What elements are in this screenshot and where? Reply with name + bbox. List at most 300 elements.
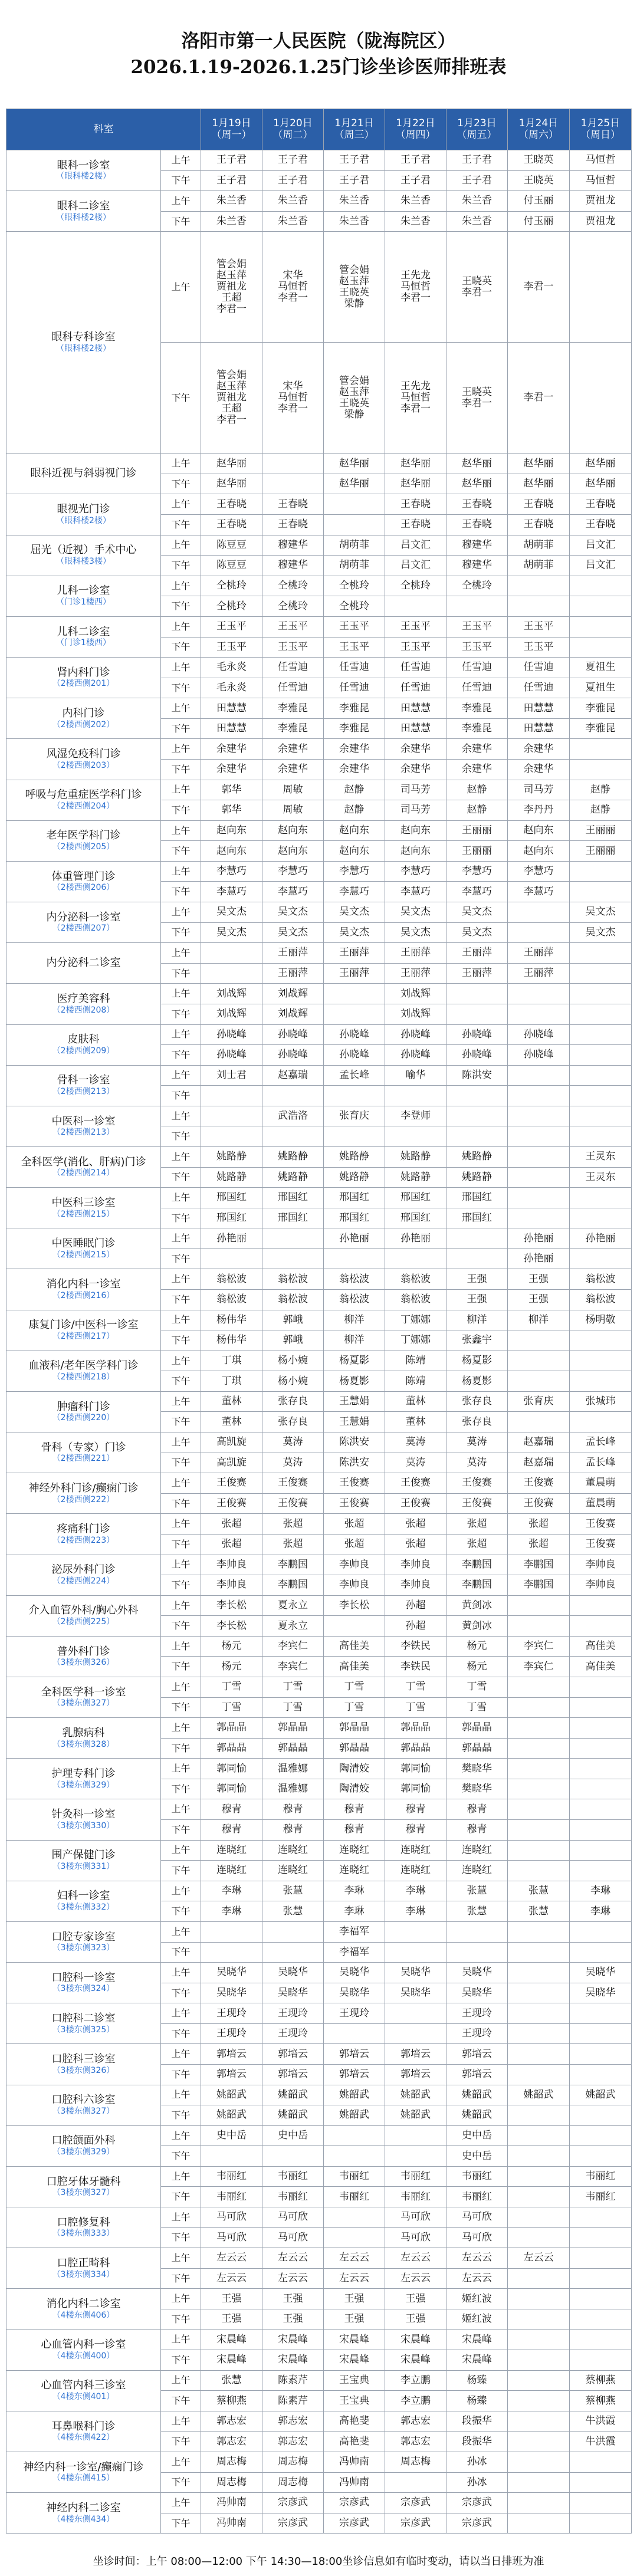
doctor-names: 宗彦武	[278, 2496, 308, 2509]
table-row	[6, 576, 632, 596]
doctor-cell	[385, 1861, 446, 1881]
doctor-cell	[201, 1493, 262, 1514]
doctor-cell	[508, 1351, 570, 1371]
doctor-names: 吴文杰	[462, 906, 492, 918]
department-name: 全科医学(消化、肝病)门诊	[21, 1155, 146, 1168]
table-row	[6, 494, 632, 515]
doctor-names: 翁松波	[278, 1293, 308, 1306]
doctor-cell	[201, 1555, 262, 1575]
doctor-cell	[446, 2187, 508, 2207]
doctor-names: 蔡柳燕	[585, 2374, 616, 2386]
doctor-names: 左云云	[339, 2272, 369, 2285]
doctor-cell	[262, 1738, 324, 1759]
doctor-names: 左云云	[216, 2272, 247, 2285]
doctor-cell	[508, 1004, 570, 1024]
doctor-cell	[201, 232, 262, 343]
period-afternoon: 下午	[161, 841, 201, 862]
department-name: 口腔科六诊室	[51, 2094, 116, 2107]
doctor-cell	[201, 984, 262, 1004]
doctor-cell	[324, 1065, 385, 1086]
doctor-names: 丁娜娜	[400, 1313, 431, 1326]
doctor-names: 郭志宏	[278, 2435, 308, 2447]
doctor-names: 王春晓	[585, 498, 616, 510]
doctor-names: 张超	[344, 1538, 365, 1550]
doctor-cell	[324, 1208, 385, 1228]
doctor-cell	[446, 1963, 508, 1983]
doctor-names: 韦丽红	[278, 2190, 308, 2203]
period-morning: 上午	[161, 1024, 201, 1045]
department-cell	[6, 739, 161, 780]
doctor-names: 张超	[221, 1538, 242, 1550]
doctor-cell	[385, 515, 446, 535]
doctor-names: 丁雪	[283, 1681, 303, 1693]
doctor-names: 杨元	[221, 1640, 242, 1652]
doctor-cell	[570, 1412, 632, 1432]
doctor-cell	[324, 1126, 385, 1147]
doctor-names: 姬红波	[462, 2292, 492, 2305]
department-cell	[6, 2329, 161, 2370]
doctor-cell	[446, 882, 508, 902]
doctor-names: 王先龙 马恒哲 李君一	[400, 380, 431, 415]
doctor-cell	[446, 535, 508, 556]
doctor-cell	[570, 2268, 632, 2289]
doctor-cell	[201, 2125, 262, 2146]
doctor-cell	[385, 1779, 446, 1799]
doctor-names: 毛永炎	[216, 661, 247, 673]
doctor-names: 李铁民	[400, 1640, 431, 1652]
doctor-cell	[508, 2125, 570, 2146]
doctor-cell	[446, 2370, 508, 2391]
doctor-cell	[385, 800, 446, 821]
doctor-names: 丁雪	[405, 1701, 426, 1713]
doctor-cell	[324, 1228, 385, 1249]
doctor-names: 吴文杰	[339, 926, 369, 938]
doctor-names: 王子君	[400, 154, 431, 166]
doctor-cell	[570, 2329, 632, 2350]
doctor-names: 李慧巧	[400, 885, 431, 898]
doctor-cell	[201, 1065, 262, 1086]
doctor-cell	[508, 1269, 570, 1290]
doctor-names: 郭晶晶	[400, 1721, 431, 1734]
doctor-names: 赵嘉瑞	[523, 1436, 554, 1448]
doctor-names: 周志梅	[216, 2456, 247, 2468]
doctor-cell	[508, 616, 570, 637]
period-morning: 上午	[161, 1840, 201, 1861]
doctor-cell	[201, 1820, 262, 1841]
doctor-cell	[262, 2391, 324, 2411]
doctor-cell	[446, 820, 508, 841]
doctor-names: 孙晓峰	[462, 1028, 492, 1040]
department-location: （3楼东侧323）	[52, 1943, 115, 1953]
doctor-names: 吴晓华	[216, 1986, 247, 1999]
doctor-names: 吕文汇	[400, 559, 431, 571]
doctor-names: 王丽萍	[400, 967, 431, 980]
doctor-cell	[446, 1493, 508, 1514]
doctor-names: 赵华丽	[339, 457, 369, 469]
doctor-names: 蔡柳燕	[585, 2394, 616, 2407]
doctor-cell	[201, 922, 262, 943]
doctor-cell	[201, 616, 262, 637]
doctor-names: 姚韶武	[462, 2109, 492, 2121]
doctor-cell	[508, 150, 570, 171]
doctor-cell	[262, 882, 324, 902]
period-afternoon: 下午	[161, 2350, 201, 2371]
doctor-names: 仝桃玲	[339, 600, 369, 612]
doctor-names: 赵嘉瑞	[278, 1069, 308, 1081]
doctor-cell	[262, 2289, 324, 2309]
doctor-names: 王丽萍	[462, 967, 492, 980]
doctor-cell	[508, 1453, 570, 1473]
period-morning: 上午	[161, 2452, 201, 2472]
doctor-names: 陈素芹	[278, 2374, 308, 2386]
doctor-cell	[324, 739, 385, 760]
doctor-names: 朱兰香	[400, 215, 431, 227]
doctor-cell	[201, 1697, 262, 1718]
table-row	[6, 2248, 632, 2269]
doctor-names: 孙晓峰	[462, 1049, 492, 1061]
doctor-cell	[570, 678, 632, 698]
department-name: 全科医学科一诊室	[41, 1685, 126, 1698]
doctor-cell	[570, 2003, 632, 2024]
period-afternoon: 下午	[161, 1983, 201, 2003]
doctor-names: 王晓英 李君一	[462, 386, 492, 409]
doctor-names: 余建华	[278, 763, 308, 776]
doctor-names: 穆青	[283, 1803, 303, 1815]
doctor-names: 王春晓	[278, 498, 308, 510]
doctor-cell	[570, 1146, 632, 1167]
doctor-cell	[262, 2207, 324, 2228]
doctor-cell	[508, 2391, 570, 2411]
doctor-cell	[262, 2452, 324, 2472]
doctor-cell	[570, 658, 632, 678]
doctor-names: 王玉平	[462, 620, 492, 633]
doctor-cell	[201, 556, 262, 576]
header-date: 1月25日	[580, 117, 620, 130]
doctor-names: 穆青	[283, 1823, 303, 1836]
period-afternoon: 下午	[161, 1861, 201, 1881]
doctor-names: 郭晶晶	[339, 1721, 369, 1734]
doctor-cell	[324, 902, 385, 923]
doctor-names: 赵华丽	[339, 478, 369, 490]
doctor-cell	[446, 191, 508, 212]
doctor-names: 李雅昆	[339, 722, 369, 735]
period-afternoon: 下午	[161, 1453, 201, 1473]
period-morning: 上午	[161, 616, 201, 637]
doctor-names: 李帅良	[400, 1558, 431, 1570]
doctor-names: 高艳斐	[339, 2415, 369, 2427]
doctor-names: 孙艳丽	[523, 1253, 554, 1265]
doctor-cell	[324, 678, 385, 698]
doctor-names: 韦丽红	[339, 2190, 369, 2203]
table-row	[6, 1881, 632, 1901]
doctor-cell	[262, 943, 324, 964]
doctor-names: 陶清姣	[339, 1783, 369, 1795]
doctor-cell	[324, 1595, 385, 1616]
doctor-cell	[570, 1534, 632, 1555]
department-location: （4楼东侧415）	[52, 2473, 115, 2483]
doctor-cell	[570, 1188, 632, 1208]
doctor-cell	[201, 2452, 262, 2472]
doctor-names: 司马芳	[400, 783, 431, 796]
doctor-cell	[201, 902, 262, 923]
doctor-cell	[262, 2003, 324, 2024]
doctor-cell	[508, 1473, 570, 1494]
doctor-cell	[262, 1921, 324, 1942]
doctor-cell	[201, 882, 262, 902]
doctor-names: 王春晓	[216, 518, 247, 531]
doctor-cell	[446, 1106, 508, 1126]
doctor-names: 翁松波	[400, 1293, 431, 1306]
doctor-names: 冯帅南	[216, 2496, 247, 2509]
doctor-cell	[385, 1473, 446, 1494]
doctor-names: 宋晨峰	[339, 2354, 369, 2366]
doctor-names: 李鹏国	[462, 1579, 492, 1591]
doctor-cell	[201, 1799, 262, 1820]
doctor-cell	[570, 1228, 632, 1249]
doctor-names: 朱兰香	[462, 195, 492, 207]
doctor-names: 宋晨峰	[462, 2354, 492, 2366]
period-afternoon: 下午	[161, 2432, 201, 2452]
doctor-cell	[508, 800, 570, 821]
doctor-cell	[446, 2207, 508, 2228]
doctor-names: 王春晓	[216, 498, 247, 510]
period-afternoon: 下午	[161, 2309, 201, 2329]
doctor-cell	[262, 841, 324, 862]
doctor-names: 李君一	[523, 281, 554, 293]
doctor-names: 连晓红	[216, 1864, 247, 1877]
doctor-names: 吴文杰	[400, 906, 431, 918]
period-afternoon: 下午	[161, 556, 201, 576]
department-location: （2楼西侧204）	[52, 801, 115, 811]
doctor-cell	[446, 658, 508, 678]
department-name: 神经外科门诊/癫痫门诊	[28, 1481, 139, 1494]
doctor-names: 孙艳丽	[523, 1232, 554, 1244]
doctor-cell	[508, 2146, 570, 2167]
doctor-cell	[262, 1779, 324, 1799]
doctor-cell	[201, 2513, 262, 2534]
period-morning: 上午	[161, 454, 201, 474]
doctor-cell	[385, 1310, 446, 1330]
doctor-cell	[508, 1861, 570, 1881]
doctor-names: 马可欣	[462, 2231, 492, 2243]
header-day	[262, 109, 324, 150]
doctor-cell	[385, 2064, 446, 2085]
doctor-cell	[324, 1248, 385, 1269]
doctor-cell	[385, 2187, 446, 2207]
doctor-cell	[446, 698, 508, 719]
doctor-cell	[385, 1759, 446, 1779]
doctor-names: 柳洋	[344, 1313, 365, 1326]
department-cell	[6, 1677, 161, 1718]
doctor-cell	[201, 1779, 262, 1799]
doctor-cell	[385, 2166, 446, 2187]
doctor-cell	[508, 556, 570, 576]
period-afternoon: 下午	[161, 1412, 201, 1432]
doctor-names: 穆建华	[462, 538, 492, 551]
doctor-names: 夏祖生	[585, 661, 616, 673]
doctor-cell	[324, 861, 385, 882]
doctor-cell	[324, 780, 385, 800]
doctor-cell	[324, 2309, 385, 2329]
doctor-cell	[570, 1004, 632, 1024]
doctor-cell	[508, 1106, 570, 1126]
department-cell	[6, 698, 161, 739]
doctor-cell	[201, 1921, 262, 1942]
doctor-names: 韦丽红	[278, 2170, 308, 2183]
department-cell	[6, 1718, 161, 1759]
doctor-names: 韦丽红	[585, 2170, 616, 2183]
doctor-names: 毛永炎	[216, 681, 247, 694]
doctor-cell	[570, 1330, 632, 1351]
table-row	[6, 902, 632, 923]
doctor-names: 管会娟 赵玉萍 王晓英 梁静	[339, 264, 369, 310]
doctor-names: 孙晓峰	[278, 1028, 308, 1040]
doctor-cell	[201, 1228, 262, 1249]
doctor-cell	[446, 1657, 508, 1677]
doctor-cell	[385, 1963, 446, 1983]
doctor-cell	[324, 454, 385, 474]
doctor-cell	[446, 232, 508, 343]
department-cell	[6, 1881, 161, 1921]
doctor-names: 仝桃玲	[278, 580, 308, 592]
doctor-cell	[385, 1146, 446, 1167]
period-afternoon: 下午	[161, 922, 201, 943]
doctor-cell	[385, 1555, 446, 1575]
doctor-cell	[446, 343, 508, 454]
doctor-names: 李登师	[400, 1110, 431, 1122]
doctor-cell	[324, 515, 385, 535]
department-cell	[6, 1432, 161, 1473]
doctor-names: 李慧巧	[523, 885, 554, 898]
doctor-cell	[508, 2309, 570, 2329]
doctor-cell	[262, 1330, 324, 1351]
doctor-cell	[385, 1942, 446, 1963]
doctor-cell	[446, 2432, 508, 2452]
period-afternoon: 下午	[161, 211, 201, 232]
department-name: 血液科/老年医学科门诊	[28, 1359, 139, 1372]
doctor-names: 姚韶武	[278, 2088, 308, 2101]
doctor-cell	[508, 1921, 570, 1942]
department-location: （3楼东侧324）	[52, 1984, 115, 1994]
doctor-names: 高佳美	[339, 1660, 369, 1673]
department-name: 乳腺病科	[62, 1726, 105, 1739]
doctor-names: 王强	[283, 2292, 303, 2305]
department-cell	[6, 1473, 161, 1514]
doctor-cell	[508, 1493, 570, 1514]
doctor-names: 连晓红	[400, 1844, 431, 1856]
doctor-names: 仝桃玲	[216, 580, 247, 592]
doctor-names: 宗彦武	[462, 2496, 492, 2509]
doctor-names: 刘战辉	[400, 1008, 431, 1020]
doctor-cell	[570, 1167, 632, 1188]
doctor-cell	[385, 1636, 446, 1657]
doctor-cell	[446, 1677, 508, 1698]
doctor-cell	[385, 963, 446, 984]
doctor-names: 赵静	[590, 783, 610, 796]
doctor-cell	[385, 841, 446, 862]
doctor-cell	[262, 2513, 324, 2534]
doctor-cell	[508, 2085, 570, 2105]
doctor-cell	[570, 861, 632, 882]
period-morning: 上午	[161, 739, 201, 760]
doctor-cell	[262, 1412, 324, 1432]
period-afternoon: 下午	[161, 1126, 201, 1147]
doctor-cell	[508, 2003, 570, 2024]
doctor-names: 赵向东	[523, 824, 554, 836]
doctor-names: 吕文汇	[585, 538, 616, 551]
doctor-cell	[324, 2146, 385, 2167]
doctor-names: 仝桃玲	[339, 580, 369, 592]
doctor-names: 宗彦武	[278, 2516, 308, 2529]
period-afternoon: 下午	[161, 678, 201, 698]
doctor-cell	[385, 678, 446, 698]
doctor-cell	[385, 2125, 446, 2146]
doctor-names: 杨伟华	[216, 1334, 247, 1346]
doctor-cell	[201, 2105, 262, 2126]
doctor-cell	[570, 698, 632, 719]
doctor-cell	[201, 739, 262, 760]
department-location: （眼科楼2楼）	[56, 212, 111, 222]
doctor-names: 孙晓峰	[523, 1049, 554, 1061]
doctor-cell	[446, 211, 508, 232]
doctor-cell	[201, 1881, 262, 1901]
doctor-cell	[385, 2248, 446, 2269]
department-name: 口腔科二诊室	[51, 2012, 116, 2025]
doctor-cell	[262, 170, 324, 191]
doctor-cell	[262, 1636, 324, 1657]
department-cell	[6, 191, 161, 232]
doctor-cell	[446, 2023, 508, 2044]
period-afternoon: 下午	[161, 637, 201, 658]
doctor-cell	[570, 1290, 632, 1310]
table-row	[6, 820, 632, 841]
doctor-cell	[324, 1351, 385, 1371]
doctor-names: 武浩洛	[278, 1110, 308, 1122]
doctor-cell	[385, 1024, 446, 1045]
doctor-cell	[508, 2044, 570, 2065]
doctor-names: 王灵东	[585, 1171, 616, 1183]
department-location: （4楼东侧434）	[52, 2514, 115, 2524]
doctor-cell	[201, 1412, 262, 1432]
doctor-cell	[446, 2166, 508, 2187]
department-name: 儿科一诊室	[57, 584, 110, 597]
doctor-cell	[262, 1616, 324, 1637]
doctor-cell	[201, 170, 262, 191]
doctor-cell	[570, 2411, 632, 2432]
doctor-names: 宋晨峰	[278, 2354, 308, 2366]
doctor-names: 王强	[405, 2292, 426, 2305]
doctor-cell	[201, 1453, 262, 1473]
header-row	[6, 109, 632, 150]
doctor-cell	[385, 343, 446, 454]
doctor-cell	[570, 494, 632, 515]
doctor-names: 王丽萍	[278, 967, 308, 980]
doctor-cell	[262, 1983, 324, 2003]
doctor-cell	[385, 902, 446, 923]
doctor-names: 王子君	[462, 154, 492, 166]
doctor-cell	[201, 718, 262, 739]
doctor-cell	[262, 780, 324, 800]
table-row	[6, 1269, 632, 1290]
doctor-names: 赵静	[344, 804, 365, 816]
doctor-cell	[570, 739, 632, 760]
doctor-cell	[201, 2432, 262, 2452]
doctor-cell	[508, 637, 570, 658]
doctor-names: 杨夏影	[339, 1355, 369, 1367]
doctor-cell	[324, 535, 385, 556]
doctor-cell	[324, 759, 385, 780]
table-row	[6, 1310, 632, 1330]
